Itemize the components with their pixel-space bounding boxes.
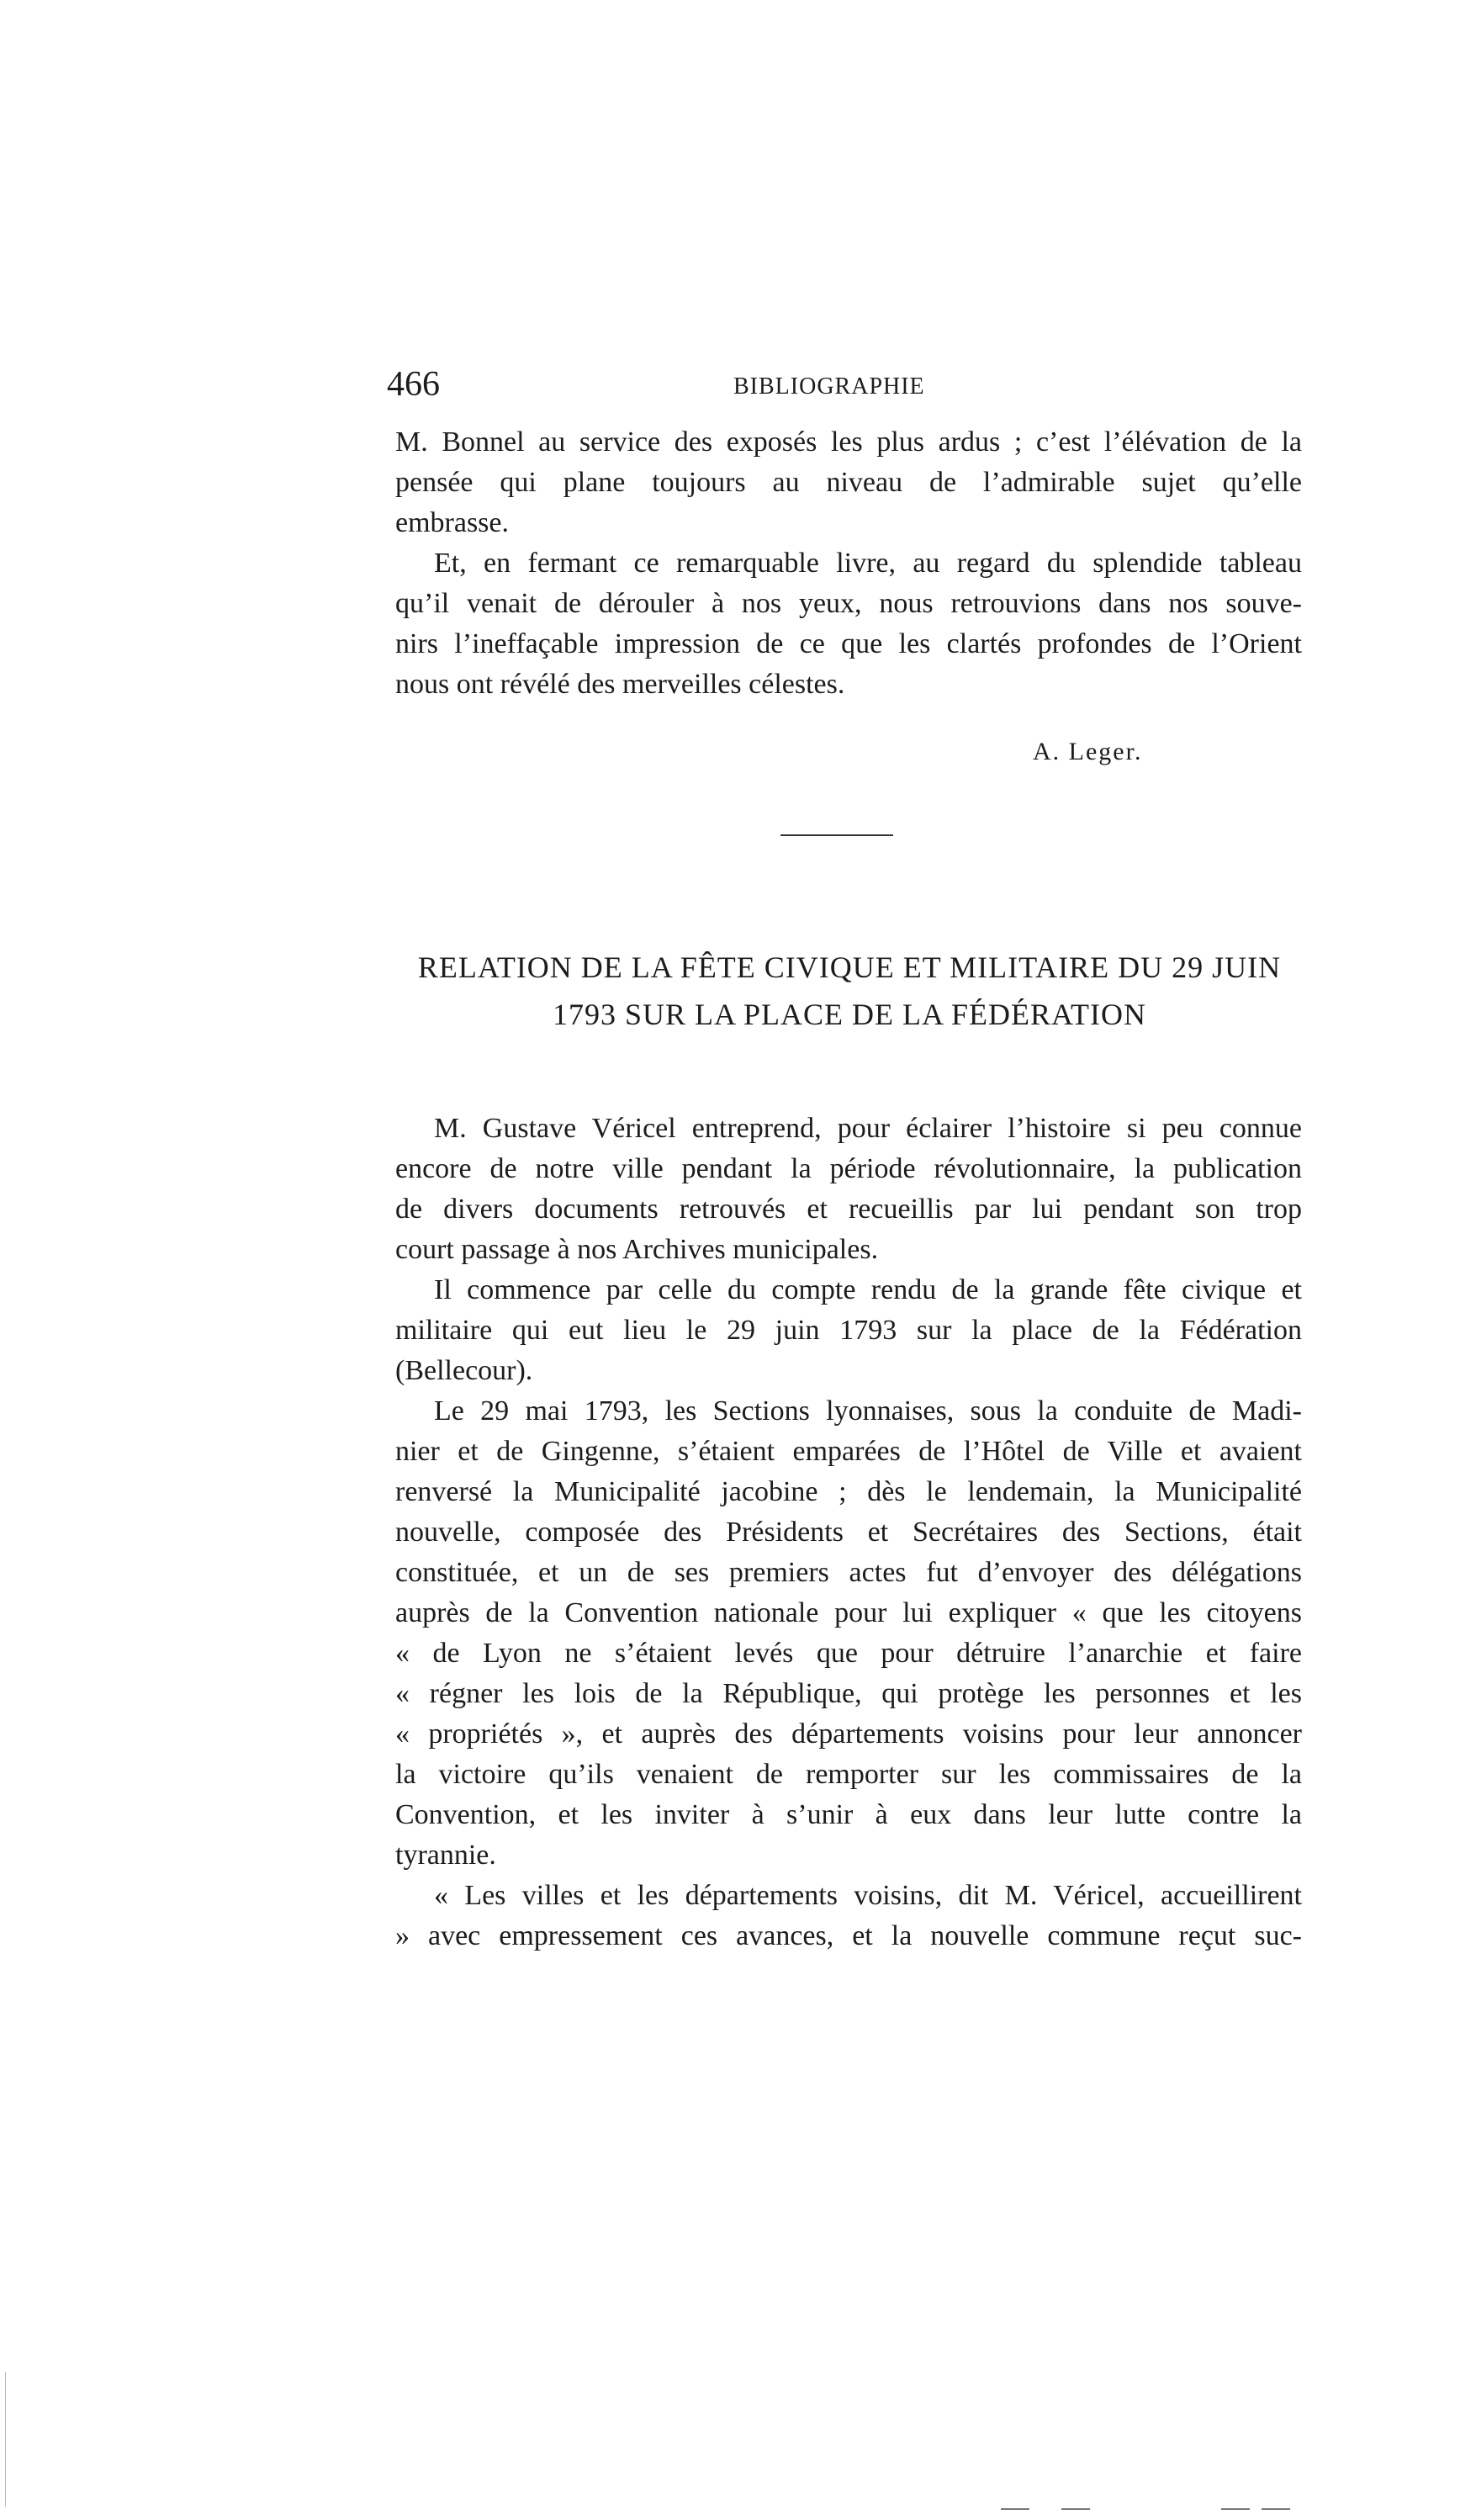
text-line: militaire qui eut lieu le 29 juin 1793 sur la place de la Fédération — [395, 1315, 1302, 1346]
scan-dash-mark — [1262, 2508, 1290, 2510]
article-title-line: RELATION DE LA FÊTE CIVIQUE ET MILITAIRE DU 29 JUIN — [417, 950, 1282, 984]
text-line: pensée qui plane toujours au niveau de l’admirable sujet qu’elle — [395, 467, 1302, 498]
running-head: BIBLIOGRAPHIE — [733, 373, 925, 400]
text-line: auprès de la Convention nationale pour lui expliquer « que les citoyens — [395, 1597, 1302, 1628]
text-line: Et, en fermant ce remarquable livre, au regard du splendide tableau — [434, 548, 1302, 579]
text-line: Convention, et les inviter à s’unir à eux dans leur lutte contre la — [395, 1799, 1302, 1830]
text-line: de divers documents retrouvés et recueillis par lui pendant son trop — [395, 1194, 1302, 1225]
text-line: embrasse. — [395, 507, 510, 538]
scan-dash-mark — [1001, 2508, 1029, 2510]
text-line: renversé la Municipalité jacobine ; dès le lendemain, la Municipalité — [395, 1476, 1302, 1507]
text-line: « régner les lois de la République, qui protège les personnes et les — [395, 1678, 1302, 1709]
review-conclusion — [395, 422, 1302, 705]
text-line: encore de notre ville pendant la période révolutionnaire, la publication — [395, 1153, 1302, 1184]
text-line: M. Bonnel au service des exposés les plus ardus ; c’est l’élévation de la — [395, 426, 1302, 458]
text-line: qu’il venait de dérouler à nos yeux, nous retrouvions dans nos souve- — [395, 588, 1302, 619]
text-line: tyrannie. — [395, 1840, 496, 1871]
paragraph-4 — [395, 1876, 1302, 1956]
text-line: Il commence par celle du compte rendu de la grande fête civique et — [434, 1274, 1302, 1305]
text-line: nirs l’ineffaçable impression de ce que les clartés profondes de l’Orient — [395, 628, 1302, 659]
scan-dash-mark — [1221, 2508, 1250, 2510]
article-title — [378, 944, 1320, 1038]
text-line: M. Gustave Véricel entreprend, pour éclairer l’histoire si peu connue — [434, 1113, 1302, 1144]
text-line: Le 29 mai 1793, les Sections lyonnaises, sous la conduite de Madi- — [434, 1395, 1302, 1427]
text-line: la victoire qu’ils venaient de remporter sur les commissaires de la — [395, 1759, 1302, 1790]
text-line: constituée, et un de ses premiers actes fut d’envoyer des délégations — [395, 1557, 1302, 1588]
article-title-line: 1793 SUR LA PLACE DE LA FÉDÉRATION — [552, 998, 1147, 1031]
paragraph-2 — [395, 1270, 1302, 1391]
text-line: nous ont révélé des merveilles célestes. — [395, 669, 845, 700]
text-line: nouvelle, composée des Présidents et Secrétaires des Sections, était — [395, 1517, 1302, 1548]
paragraph-1 — [395, 1109, 1302, 1270]
scan-dash-mark — [1061, 2508, 1090, 2510]
paragraph-3 — [395, 1391, 1302, 1876]
section-separator — [780, 834, 893, 836]
text-line: « Les villes et les départements voisins, dit M. Véricel, accueillirent — [434, 1880, 1302, 1911]
text-line: court passage à nos Archives municipales. — [395, 1234, 879, 1265]
text-line: « de Lyon ne s’étaient levés que pour détruire l’anarchie et faire — [395, 1638, 1302, 1669]
text-line: » avec empressement ces avances, et la nouvelle commune reçut suc- — [395, 1920, 1302, 1951]
text-line: nier et de Gingenne, s’étaient emparées de l’Hôtel de Ville et avaient — [395, 1436, 1302, 1467]
text-line: (Bellecour). — [395, 1355, 533, 1386]
page-number: 466 — [387, 365, 440, 404]
scan-edge-mark — [5, 2372, 6, 2507]
text-line: « propriétés », et auprès des départements voisins pour leur annoncer — [395, 1718, 1302, 1750]
author-signature: A. Leger. — [1033, 738, 1143, 765]
